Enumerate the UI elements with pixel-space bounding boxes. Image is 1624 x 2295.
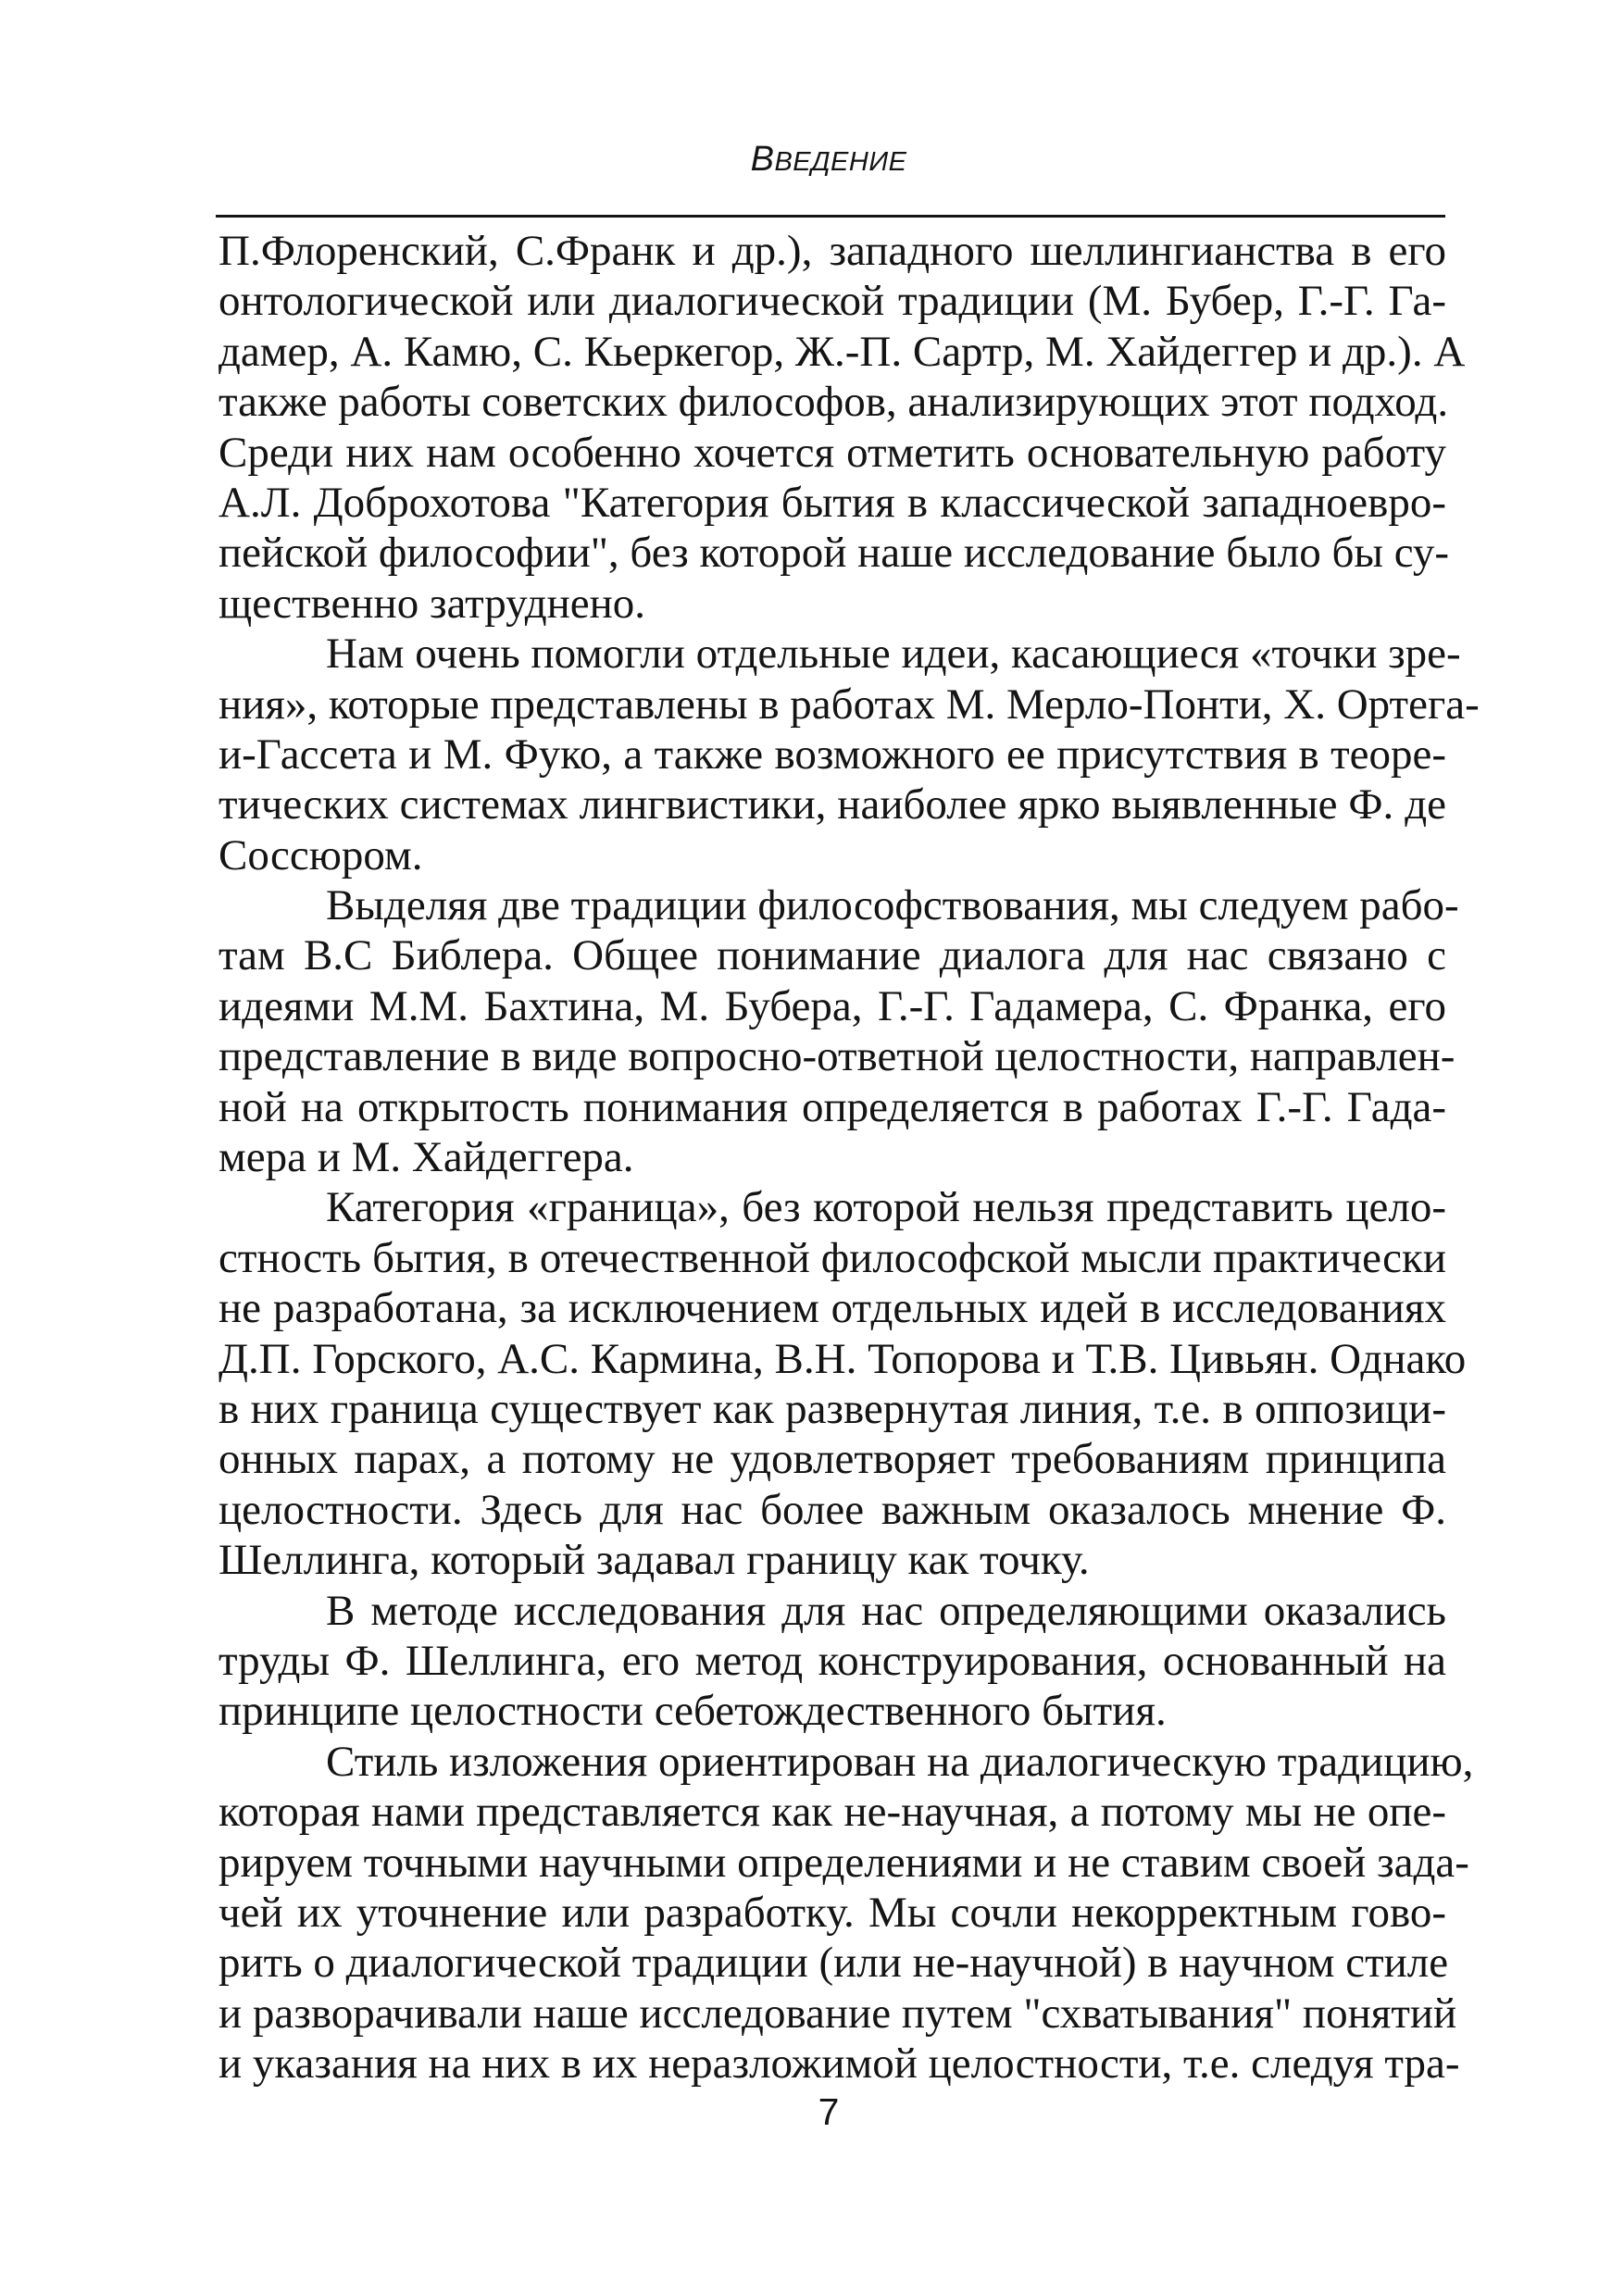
text-line: Стиль изложения ориентирован на диалогическую традицию, [326, 1737, 1474, 1786]
text-line: и указания на них в их неразложимой целостности, т.е. следуя тра- [219, 2039, 1460, 2089]
running-head-initial: В [750, 140, 775, 179]
text-line: Соссюром. [219, 830, 423, 879]
text-line: рить о диалогической традиции (или не-научной) в научном стиле [219, 1939, 1449, 1988]
text-line: А.Л. Доброхотова "Категория бытия в классической западноевро- [219, 478, 1446, 527]
text-line: Среди них нам особенно хочется отметить основательную работу [219, 428, 1446, 477]
text-line: там В.С Библера. Общее понимание диалога для нас связано с [219, 931, 1446, 980]
text-line: тических системах лингвистики, наиболее ярко выявленные Ф. де [219, 780, 1446, 829]
text-line: представление в виде вопросно-ответной целостности, направлен- [219, 1032, 1455, 1081]
text-line: Д.П. Горского, А.С. Кармина, В.Н. Топорова и Т.В. Цивьян. Однако [219, 1334, 1467, 1383]
text-line: Выделяя две традиции философствования, мы следуем рабо- [326, 881, 1459, 930]
body-text [219, 226, 1480, 2089]
text-line: принципе целостности себетождественного бытия. [219, 1687, 1167, 1736]
text-line: ной на открытость понимания определяется в работах Г.-Г. Гада- [219, 1082, 1446, 1131]
text-line: целостности. Здесь для нас более важным оказалось мнение Ф. [219, 1485, 1446, 1534]
text-line: мера и М. Хайдеггера. [219, 1133, 634, 1182]
text-line: и-Гассета и М. Фуко, а также возможного ее присутствия в теоре- [219, 730, 1446, 779]
paragraph-6 [219, 1737, 1474, 2089]
paragraph-2 [219, 629, 1480, 880]
text-line: щественно затруднено. [219, 579, 646, 628]
running-head-rest: ВЕДЕНИЕ [774, 147, 907, 177]
paragraph-5 [219, 1586, 1446, 1737]
text-line: не разработана, за исключением отдельных идей в исследованиях [219, 1284, 1446, 1333]
text-line: Категория «граница», без которой нельзя представить цело- [326, 1183, 1446, 1232]
paragraph-1 [219, 226, 1466, 629]
text-line: чей их уточнение или разработку. Мы сочли некорректным гово- [219, 1888, 1446, 1937]
text-line: в них граница существует как развернутая линия, т.е. в оппозици- [219, 1384, 1446, 1433]
text-line: пейской философии", без которой наше исследование было бы су- [219, 529, 1450, 578]
text-line: В методе исследования для нас определяющими оказались [326, 1586, 1446, 1635]
text-line: ния», которые представлены в работах М. Мерло-Понти, Х. Ортега- [219, 680, 1480, 729]
text-line: П.Флоренский, С.Франк и др.), западного шеллингианства в его [219, 227, 1446, 275]
header-rule [216, 215, 1445, 218]
text-line: и разворачивали наше исследование путем "схватывания" понятий [219, 1989, 1457, 2038]
text-line: онтологической или диалогической традиции (М. Бубер, Г.-Г. Га- [219, 277, 1446, 326]
text-line: которая нами представляется как не-научная, а потому мы не опе- [219, 1788, 1446, 1837]
page-number: 7 [818, 2090, 840, 2133]
text-line: Нам очень помогли отдельные идеи, касающиеся «точки зре- [326, 630, 1461, 679]
text-line: также работы советских философов, анализирующих этот подход. [219, 378, 1449, 427]
text-line: рируем точными научными определениями и не ставим своей зада- [219, 1838, 1469, 1887]
paragraph-4 [219, 1182, 1467, 1585]
text-line: Шеллинга, который задавал границу как точку. [219, 1536, 1090, 1585]
text-line: онных парах, а потому не удовлетворяет требованиям принципа [219, 1435, 1446, 1484]
running-head [0, 136, 1624, 185]
text-line: труды Ф. Шеллинга, его метод конструирования, основанный на [219, 1636, 1446, 1685]
text-line: идеями М.М. Бахтина, М. Бубера, Г.-Г. Гадамера, С. Франка, его [219, 981, 1446, 1030]
text-line: дамер, А. Камю, С. Кьеркегор, Ж.-П. Сартр, М. Хайдеггер и др.). А [219, 327, 1466, 376]
paragraph-3 [219, 880, 1459, 1182]
text-line: стность бытия, в отечественной философской мысли практически [219, 1233, 1446, 1282]
